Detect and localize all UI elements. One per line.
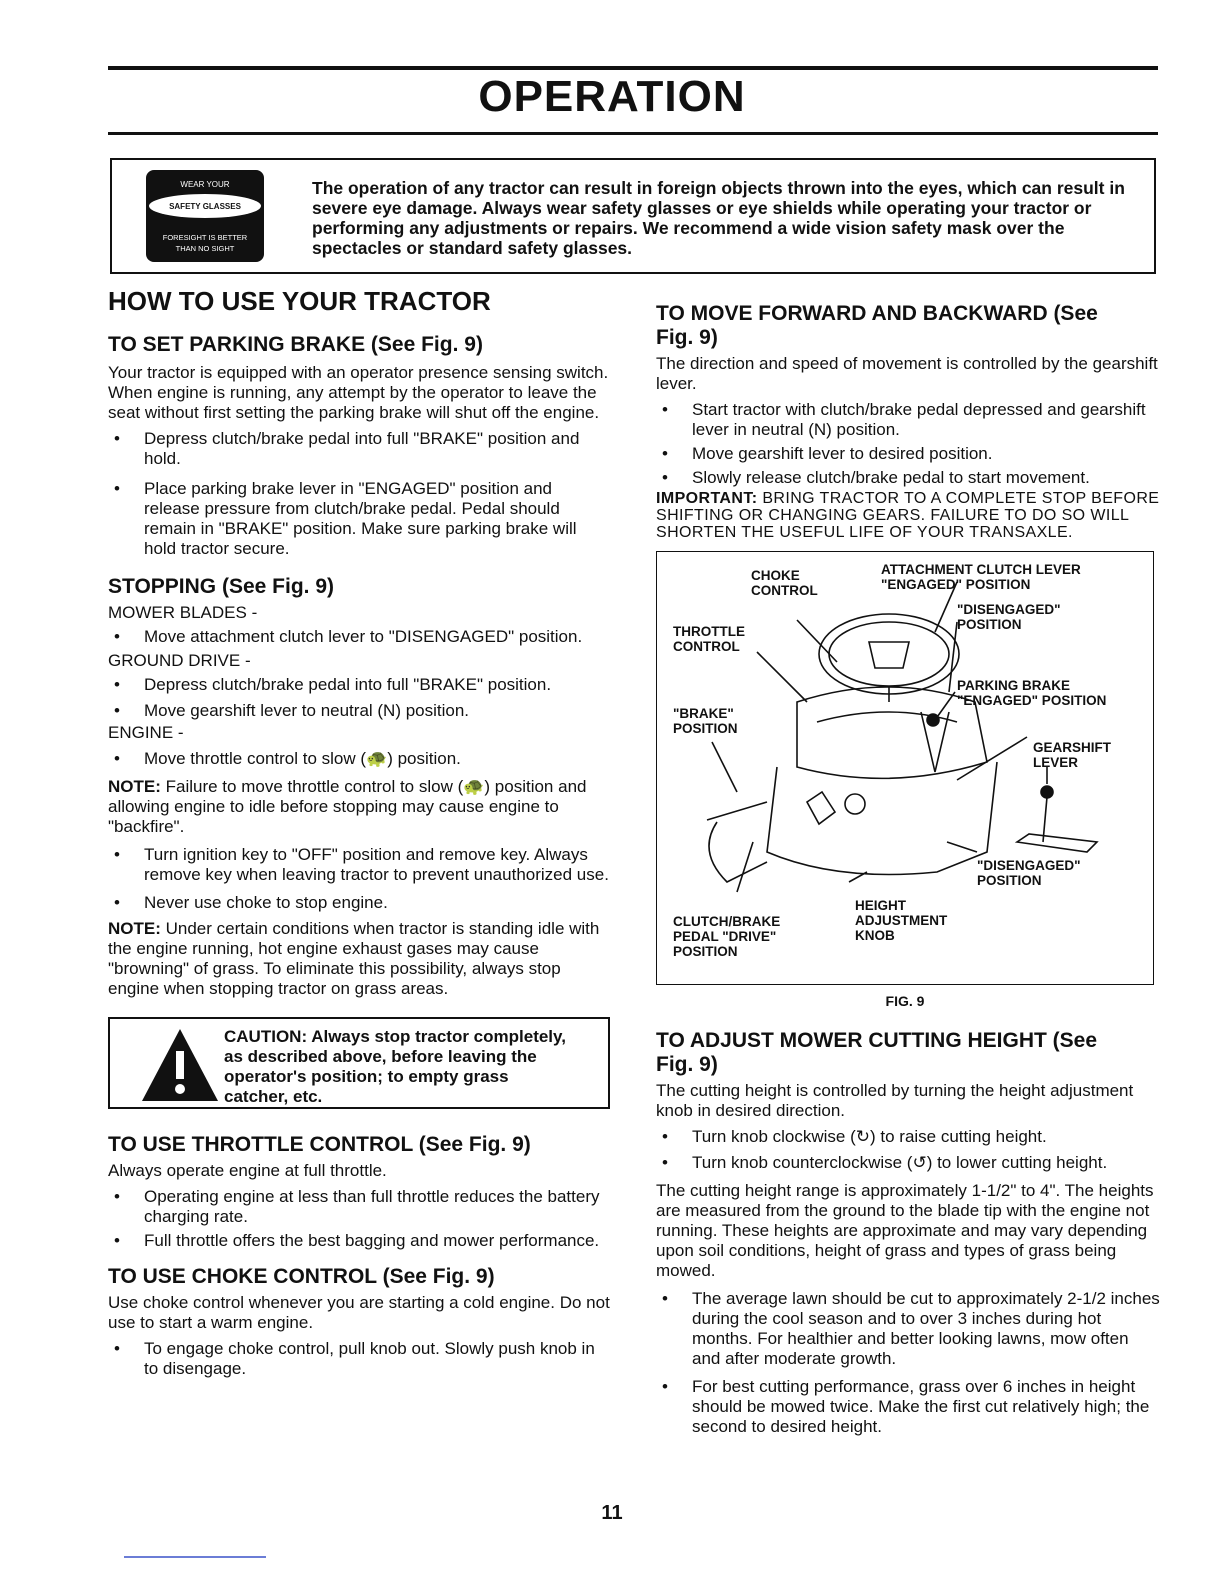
height-list: [656, 1127, 1160, 1173]
forward-list: [656, 400, 1160, 488]
engine-list-2: [108, 845, 610, 913]
caution-text: CAUTION: Always stop tractor completely, as described above, before leaving the operator's position; to empty grass catcher, etc.: [224, 1027, 566, 1106]
label-gearshift-lever: GEARSHIFT LEVER: [1033, 740, 1112, 770]
list-item: • Depress clutch/brake pedal into full "BRAKE" position.: [108, 675, 610, 695]
page-number: 11: [601, 1502, 623, 1524]
note-label: NOTE:: [108, 777, 161, 796]
height-intro: The cutting height is controlled by turning the height adjustment knob in desired direction.: [656, 1081, 1134, 1120]
list-item: • Turn knob clockwise (↻) to raise cutting height.: [656, 1127, 1160, 1147]
label-brake-position: "BRAKE" POSITION: [673, 706, 738, 736]
label-parking-brake: PARKING BRAKE "ENGAGED" POSITION: [957, 678, 1107, 708]
bottom-mark: [124, 1556, 266, 1558]
height-paragraph: The cutting height range is approximately 1-1/2" to 4". The heights are measured from the ground to the blade tip with the engine not running. These heights are approximate and may vary depending upon soil conditions, height of grass and types of grass being mowed.: [656, 1181, 1154, 1280]
right-column: [656, 284, 1160, 1437]
title-rule: [108, 132, 1158, 135]
stopping-title: STOPPING (See Fig. 9): [108, 575, 334, 598]
list-item: • Turn ignition key to "OFF" position and remove key. Always remove key when leaving tractor to prevent unauthorized use.: [108, 845, 610, 885]
caution-box: [108, 1017, 610, 1109]
figure-9: [656, 551, 1154, 985]
icon-line-2: SAFETY GLASSES: [169, 202, 241, 211]
list-item: • Move attachment clutch lever to "DISENGAGED" position.: [108, 627, 610, 647]
list-item: • Never use choke to stop engine.: [108, 893, 610, 913]
ground-drive-label: GROUND DRIVE -: [108, 651, 251, 670]
warning-icon: [140, 1027, 220, 1103]
forward-intro: The direction and speed of movement is controlled by the gearshift lever.: [656, 354, 1158, 393]
list-item: • Start tractor with clutch/brake pedal depressed and gearshift lever in neutral (N) position.: [656, 400, 1160, 440]
parking-title: TO SET PARKING BRAKE (See Fig. 9): [108, 333, 483, 356]
safety-glasses-icon: [146, 170, 264, 262]
important-label: IMPORTANT:: [656, 490, 758, 507]
throttle-title: TO USE THROTTLE CONTROL (See Fig. 9): [108, 1133, 531, 1156]
safety-notice: [110, 158, 1156, 274]
label-attachment-clutch-lever: ATTACHMENT CLUTCH LEVER "ENGAGED" POSITION: [881, 562, 1081, 592]
left-column: [108, 284, 610, 1379]
label-disengaged-top: "DISENGAGED" POSITION: [957, 602, 1061, 632]
engine-list-1: [108, 749, 610, 769]
list-item: • Place parking brake lever in "ENGAGED" position and release pressure from clutch/brake pedal. Pedal should remain in "BRAKE" position. Make sure parking brake will hold tractor secure.: [108, 479, 610, 559]
height-title: TO ADJUST MOWER CUTTING HEIGHT (See Fig. 9): [656, 1029, 1098, 1076]
safety-notice-text: The operation of any tractor can result in foreign objects thrown into the eyes, which can result in severe eye damage. Always wear safety glasses or eye shields while operating your tractor or performing any adjustments or repairs. We recommend a wide vision safety mask over the spectacles or standard safety glasses.: [312, 178, 1125, 258]
label-choke-control: CHOKE CONTROL: [751, 568, 818, 598]
list-item: • Full throttle offers the best bagging and mower performance.: [108, 1231, 610, 1251]
list-item: • Slowly release clutch/brake pedal to start movement.: [656, 468, 1160, 488]
section-heading: HOW TO USE YOUR TRACTOR: [108, 286, 491, 316]
parking-list: [108, 429, 610, 559]
choke-intro: Use choke control whenever you are starting a cold engine. Do not use to start a warm engine.: [108, 1293, 610, 1332]
choke-title: TO USE CHOKE CONTROL (See Fig. 9): [108, 1265, 495, 1288]
list-item: • Turn knob counterclockwise (↺) to lower cutting height.: [656, 1153, 1160, 1173]
mower-list: [108, 627, 610, 647]
figure-caption: FIG. 9: [885, 993, 925, 1009]
choke-list: [108, 1339, 610, 1379]
list-item: • Operating engine at less than full throttle reduces the battery charging rate.: [108, 1187, 610, 1227]
forward-title: TO MOVE FORWARD AND BACKWARD (See Fig. 9): [656, 302, 1098, 349]
engine-label: ENGINE -: [108, 723, 184, 742]
label-throttle-control: THROTTLE CONTROL: [673, 624, 745, 654]
note-text: Failure to move throttle control to slow (🐢) position and allowing engine to idle before stopping may cause engine to "backfire".: [108, 777, 587, 836]
top-rule: [108, 66, 1158, 70]
mower-blades-label: MOWER BLADES -: [108, 603, 258, 622]
throttle-intro: Always operate engine at full throttle.: [108, 1161, 387, 1180]
list-item: • For best cutting performance, grass over 6 inches in height should be mowed twice. Make the first cut relatively high; the second to desired height.: [656, 1377, 1160, 1437]
label-clutch-brake-pedal: CLUTCH/BRAKE PEDAL "DRIVE" POSITION: [673, 914, 781, 959]
list-item: • Move gearshift lever to neutral (N) position.: [108, 701, 610, 721]
note-text: Under certain conditions when tractor is standing idle with the engine running, hot engine exhaust gases may cause "browning" of grass. To eliminate this possibility, always stop engine when stopping tractor on grass areas.: [108, 919, 600, 998]
list-item: • The average lawn should be cut to approximately 2-1/2 inches during the cool season and to over 3 inches during hot months. For healthier and better looking lawns, mow often and after moderate growth.: [656, 1289, 1160, 1369]
important-note: [656, 490, 1160, 541]
throttle-list: [108, 1187, 610, 1251]
list-item: • Depress clutch/brake pedal into full "BRAKE" position and hold.: [108, 429, 610, 469]
important-text: BRING TRACTOR TO A COMPLETE STOP BEFORE SHIFTING OR CHANGING GEARS. FAILURE TO DO SO WILL SHORTEN THE USEFUL LIFE OF YOUR TRANSAXLE.: [656, 490, 1160, 541]
note-1: [108, 777, 610, 837]
label-disengaged-bottom: "DISENGAGED" POSITION: [977, 858, 1081, 888]
list-item: • Move throttle control to slow (🐢) position.: [108, 749, 610, 769]
icon-line-3: FORESIGHT IS BETTER: [162, 233, 248, 242]
height-list-2: [656, 1289, 1160, 1437]
label-height-adjustment-knob: HEIGHT ADJUSTMENT KNOB: [855, 898, 948, 943]
icon-line-4: THAN NO SIGHT: [175, 244, 235, 253]
parking-intro: Your tractor is equipped with an operator presence sensing switch. When engine is running, any attempt by the operator to leave the seat without first setting the parking brake will shut off the engine.: [108, 363, 609, 422]
note-2: [108, 919, 610, 999]
icon-line-1: WEAR YOUR: [180, 180, 230, 189]
page-title: OPERATION: [478, 72, 746, 121]
note-label: NOTE:: [108, 919, 161, 938]
list-item: • Move gearshift lever to desired position.: [656, 444, 1160, 464]
ground-list: [108, 675, 610, 721]
list-item: • To engage choke control, pull knob out. Slowly push knob in to disengage.: [108, 1339, 610, 1379]
